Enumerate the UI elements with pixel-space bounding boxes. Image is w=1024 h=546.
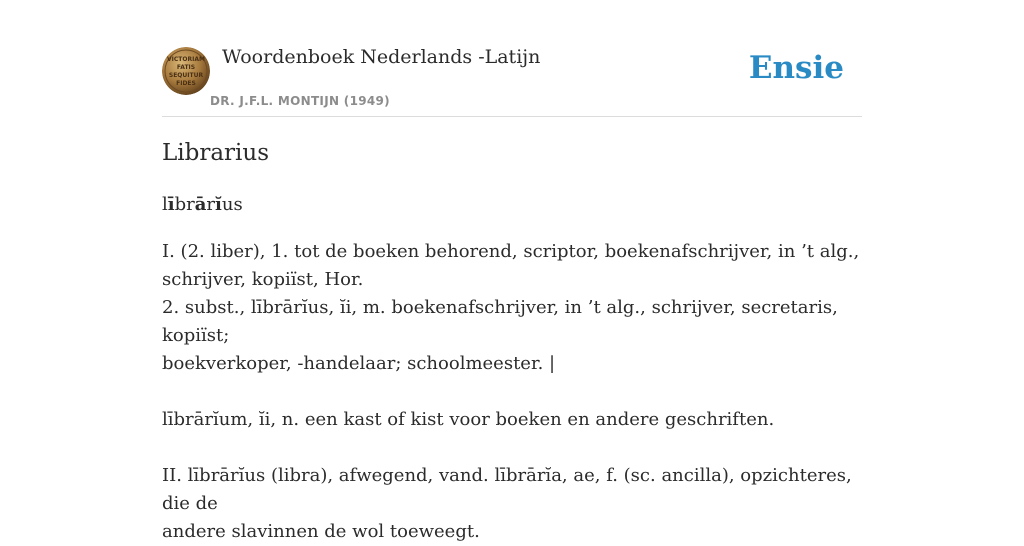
- seal-icon: [162, 47, 210, 95]
- headword-part: ā: [194, 194, 207, 215]
- definition-line: schrijver, kopiïst, Hor.: [162, 269, 364, 290]
- headword-part: ĭ: [215, 194, 222, 215]
- definition-line: I. (2. liber), 1. tot de boeken behorend, scriptor, boekenafschrijver, in ’t alg.,: [162, 241, 860, 262]
- headword-part: br: [174, 194, 195, 215]
- brand-logo[interactable]: Ensie: [748, 50, 844, 86]
- headword-part: us: [221, 194, 243, 215]
- book-title[interactable]: Woordenboek Nederlands -Latijn: [222, 46, 541, 68]
- entry-card: [162, 0, 862, 542]
- book-seal-image: [162, 47, 210, 95]
- definition-body: [162, 238, 862, 546]
- headword-part: r: [206, 194, 216, 215]
- headword-part: l: [162, 194, 168, 215]
- entry-title: Librarius: [162, 140, 270, 166]
- definition-line: boekverkoper, -handelaar; schoolmeester. |: [162, 353, 556, 374]
- svg-text:VICTORIAM: VICTORIAM: [167, 56, 205, 63]
- svg-text:SEQUITUR: SEQUITUR: [168, 72, 204, 79]
- svg-text:FATIS: FATIS: [176, 64, 196, 71]
- paragraph-gap: [162, 434, 862, 462]
- headword-part: ī: [167, 194, 175, 215]
- paragraph-gap: [162, 378, 862, 406]
- definition-line: 2. subst., lībrārĭus, ĭi, m. boekenafschrijver, in ’t alg., schrijver, secretaris, kopiïst;: [162, 297, 838, 346]
- headword: [162, 194, 243, 215]
- svg-text:FIDES: FIDES: [176, 80, 196, 87]
- definition-line: lībrārĭum, ĭi, n. een kast of kist voor boeken en andere geschriften.: [162, 409, 775, 430]
- book-author: DR. J.F.L. MONTIJN (1949): [210, 94, 390, 108]
- definition-line: II. lībrārĭus (libra), afwegend, vand. lībrārĭa, ae, f. (sc. ancilla), opzichteres, die de: [162, 465, 852, 514]
- definition-line: andere slavinnen de wol toeweegt.: [162, 521, 480, 542]
- header: [162, 0, 862, 117]
